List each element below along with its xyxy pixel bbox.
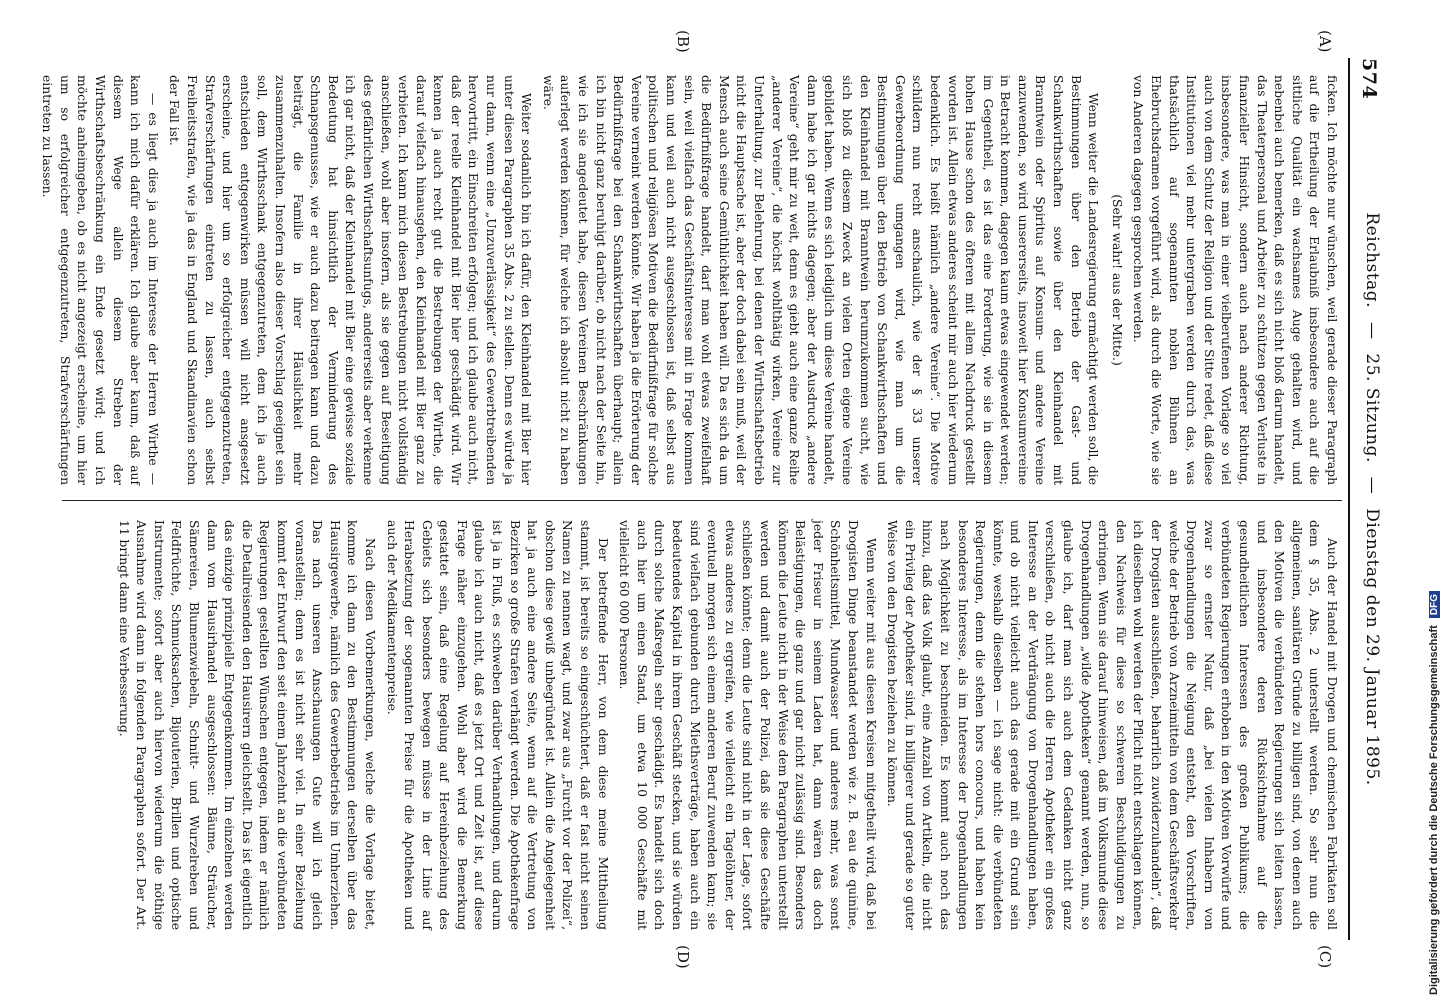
- column-divider: [62, 500, 1342, 501]
- margin-marker-b: (B): [674, 30, 692, 53]
- left-column: [34, 75, 1340, 485]
- page-header: [1356, 58, 1386, 940]
- paragraph: Der betreffende Herr, von dem diese meine Mittheilung stammt, ist bereits so eingeschüchtert, daß er fast nicht seinen Namen zu nennen wagt, und zwar aus „Furcht vor der Polizei“, obschon diese gewiß unbegründet ist. Allein die Angelegenheit hat ja auch eine andere Seite, wenn auf die Vertretung von Bezirken so große Strafen verhängt werden. Die Apothekenfrage ist ja in Fluß, es schweben darüber Verhandlungen, und darum glaube ich auch nicht, daß es jetzt Ort und Zeit ist, auf diese Frage näher einzugehen. Wohl aber wird die Bemerkung gestattet sein, daß eine Regelung auf Hereinbeziehung des Gebiets sich besonders bewegen müsse in der Linie auf Herabsetzung der sogenannten Preise für die Apotheken und auch der Medikamentenpreise.: [384, 520, 610, 930]
- running-head: [1362, 58, 1382, 940]
- running-head-dash: —: [1362, 321, 1382, 340]
- digitization-credit: [1428, 591, 1440, 995]
- paragraph: Nach diesen Vorbemerkungen, welche die Vorlage bietet, komme ich dann zu den Bestimmungen derselben über das Hausirgewerbe, nämlich des Gewerbebetriebs im Umherziehen. Das nach unseren Anschauungen Gute will ich gleich voranstellen; denn es ist nicht sehr viel. In einer Beziehung kommt der Entwurf den seit einem Jahrzehnt an die verbündeten Regierungen gestellten Wünschen entgegen, indem er nämlich die Detailreisenden den Hausirern gleichstellt. Das ist eigentlich das einzige prinzipielle Entgegenkommen. Im einzelnen werden dann vom Hausirhandel ausgeschlossen: Bäume, Sträucher, Sämereien, Blumenzwiebeln, Schnitt- und Wurzelreben und Feldfrüchte, Schmucksachen, Bijouterien, Brillen und optische Instrumente; sofort aber auch hiervon wiederum die nöthige Ausnahme wird dann in folgenden Paragraphen sofort. Der Art. 11 bringt dann eine Verbesserung.: [116, 520, 377, 930]
- digitization-credit-text: Digitalisierung gefördert durch die Deutsche Forschungsgemeinschaft: [1428, 625, 1440, 995]
- margin-marker-a: (A): [1316, 30, 1334, 53]
- header-rule: [1348, 58, 1350, 940]
- paragraph: Wenn weiter die Landesregierung ermächtigt werden soll, die Bestimmungen über den Betrieb der Gast- und Schankwirthschaften sowie über den Kleinhandel mit Branntwein oder Spiritus auf Konsum- und andere Vereine anzuwenden, so wird unsererseits, insoweit hier Konsumvereine in Betracht kommen, dagegen kaum etwas eingewendet werden; im Gegentheil, es ist das eine Forderung, wie sie in diesem hohen Hause schon des öfteren mit allem Nachdruck gestellt worden ist. Allein etwas anderes scheint mir auch hier wiederum bedenklich. Es heißt nämlich „andere Vereine“. Die Motive schildern nun recht anschaulich, wie der § 33 unserer Gewerbeordnung umgangen wird, wie man um die Bestimmungen über den Betrieb von Schankwirthschaften und den Kleinhandel mit Branntwein herumzukommen sucht, wie sich bloß zu diesem Zweck an vielen Orten eigene Vereine gebildet haben. Wenn es sich lediglich um diese Vereine handelt, dann habe ich gar nichts dagegen; aber der Ausdruck „andere Vereine“ geht mir zu weit, denn es giebt auch eine ganze Reihe „anderer Vereine“, die höchst wohlthätig wirken, Vereine zur Unterhaltung, zur Belehrung, bei denen der Wirthschaftsbetrieb nicht die Hauptsache ist, aber der doch dabei sein muß, weil der Mensch auch seine Gemüthlichkeit haben will. Da es sich da um die Bedürfnißfrage handelt, darf man wohl etwas zweifelhaft sein, weil vielfach das Geschäftsinteresse mit in Frage kommen kann und weil auch nicht ausgeschlossen ist, daß selbst aus politischen und religiösen Motiven die Bedürfnißfrage für solche Vereine verneint werden könnte. Wir haben ja die Erörterung der Bedürfnißfrage bei den Schankwirthschaften überhaupt; allein ich bin nicht ganz beruhigt darüber, ob nicht nach der Seite hin, wie ich sie angedeutet habe, diesen Vereinen Beschränkungen auferlegt werden können, für welche ich absolut nicht zu haben wäre.: [540, 75, 1101, 485]
- running-head-date: Dienstag den 29. Januar 1895.: [1362, 508, 1382, 786]
- margin-marker-c: (C): [1316, 945, 1334, 969]
- paragraph: Auch der Handel mit Drogen und chemischen Fabrikaten soll dem § 35, Abs. 2 unterstellt werden. So sehr nun die allgemeinen, sanitären Gründe zu billigen sind, von denen auch den Motiven die verbündeten Regierungen sich leiten lassen, und insbesondere deren Rücksichtnahme auf die gesundheitlichen Interessen des großen Publikums; die verbündeten Regierungen erhoben in den Motiven Vorwürfe und zwar so ernster Natur, daß „bei vielen Inhabern von Drogenhandlungen die Neigung entsteht, den Vorschriften, welche der Betrieb von Arzneimitteln von dem Geschäftsverkehr der Drogisten ausschließen, beharrlich zuwiderzuhandeln“, daß ich dieselben wohl werden der Pflicht nicht entschlagen können, den Nachweis für diese so schweren Beschuldigungen zu erbringen. Wenn sie darauf hinweisen, daß im Volksmunde diese Drogenhandlungen „wilde Apotheken“ genannt werden, nun, so glaube ich, darf man sich auch dem Gedanken nicht ganz verschließen, ob nicht auch die Herren Apotheker ein großes Interesse an der Verdrängung von Drogenhandlungen haben, und ob nicht vielleicht auch das gerade mit ein Grund sein könnte, weshalb dieselben — ich sage nicht: die verbündeten Regierungen, denn die stehen hors concours, und haben kein besonderes Interesse, als im Interesse der Drogenhandlungen nach Möglichkeit zu beschneiden. Es kommt auch noch das hinzu, daß das Volk glaubt, eine Anzahl von Artikeln, die nicht ein Privileg der Apotheker sind, in billigerer und gerade so guter Weise von den Drogisten beziehen zu können.: [885, 520, 1339, 930]
- right-column: [110, 520, 1340, 930]
- running-head-session: 25. Sitzung.: [1362, 353, 1382, 463]
- paragraph: Weiter sodanlich bin ich dafür, den Kleinhandel mit Bier hier unter diesen Paragraphen 35 Abs. 2 zu stellen. Denn es würde ja nur dann, wenn eine „Unzuverlässigkeit“ des Gewerbtreibenden hervortritt, ein Einschreiten erfolgen; und ich glaube auch nicht, daß der reelle Kleinhandel mit Bier hier geschädigt wird. Wir kennen ja auch recht gut die Bestrebungen der Wirthe, die darauf vielfach hinausgehen, den Kleinhandel mit Bier ganz zu verbieten. Ich kann mich diesen Bestrebungen nicht vollständig anschließen, wohl aber insofern, als sie gegen auf Beseitigung des gefährlichen Wirthschaftsunfugs, andererseits aber verkenne ich gar nicht, daß der Kleinhandel mit Bier eine gewisse soziale Bedeutung hat hinsichtlich der Verminderung des Schnapsgenusses, wie er auch dazu beitragen kann und dazu beiträgt, die Familie in ihrer Häuslichkeit mehr zusammenzuhalten. Insofern also dieser Vorschlag geeignet sein soll, dem Wirthsschank entgegenzutreten, dem ich ja auch entschieden entgegenwirken müssen will nicht ansgesetzt erscheine, und hier um so erfolgreicher entgegenzutreten, Strafverschärfungen eintreten zu lassen, auch selbst Freiheitsstrafen, wie ja das in England und Skandinavien schon der Fall ist.: [167, 75, 534, 485]
- dfg-logo: DFG: [1429, 591, 1440, 618]
- paragraph: Wenn weiter mit aus diesen Kreisen mitgetheilt wird, daß bei Drogisten Dinge beanstandet werden wie z. B. eau de quinine, Schönheitsmittel, Mundwasser und anderes mehr, was sonst jeder Friseur in seinem Laden hat, dann wären das doch Belästigungen, die ganz und gar nicht zulässig sind. Besonders können die Leute nicht in der Weise dem Paragraphen unterstellt werden und damit auch der Polizei, daß sie diese Geschäfte schließen könnte; denn die Leute sind nicht in der Lage, sofort etwas anderes zu ergreifen, wie vielleicht ein Tagelöhner, der eventuell morgen sich einem anderen Beruf zuwenden kann; sie sind vielfach gebunden durch Miethsverträge, haben auch ein bedeutendes Kapital in ihrem Geschäft stecken, und sie würden durch solche Maßregeln sehr geschädigt. Es handelt sich doch auch hier um einen Stand, um etwa 10 000 Geschäfte mit vielleicht 60 000 Personen.: [617, 520, 878, 930]
- margin-marker-d: (D): [674, 945, 692, 969]
- paragraph: ficken. Ich möchte nur wünschen, weil gerade dieser Paragraph auf die Ertheilung der Erlaubniß insbesondere auch auf die sittliche Qualität ein wachsames Auge gehalten wird, und nebenbei auch bemerken, daß es sich nicht bloß darum handelt, das Theaterpersonal und Arbeiter zu schützen gegen Verluste in finanzieller Hinsicht, sondern auch nach anderer Richtung, insbesondere, was man in einer vielberufenen Vorlage so viel auch von dem Schutz der Religion und der Sitte redet, daß diese Institutionen viel mehr untergraben werden durch das, was thatsächlich auf sogenannten noblen Bühnen an Ehebruchsdramen vorgeführt wird, als durch die Worte, wie sie von Anderen dagegen gesprochen werden.: [1131, 75, 1339, 485]
- page-number: 574: [1358, 58, 1380, 100]
- running-head-title: Reichstag.: [1362, 212, 1382, 309]
- paragraph: — es liegt dies ja auch im Interesse der Herren Wirthe — kann ich mich dafür erklären. Ich glaube aber kaum, daß auf diesem Wege allein diesem Streben der Wirthschaftsbeschränkung ein Ende gesetzt wird; und ich möchte anheimgeben, ob es nicht angezeigt erscheine, um hier um so erfolgreicher entgegenzutreten, Strafverschärfungen eintreten zu lassen.: [40, 75, 160, 485]
- running-head-dash: —: [1362, 476, 1382, 495]
- interjection: (Sehr wahr! aus der Mitte.): [1109, 194, 1124, 366]
